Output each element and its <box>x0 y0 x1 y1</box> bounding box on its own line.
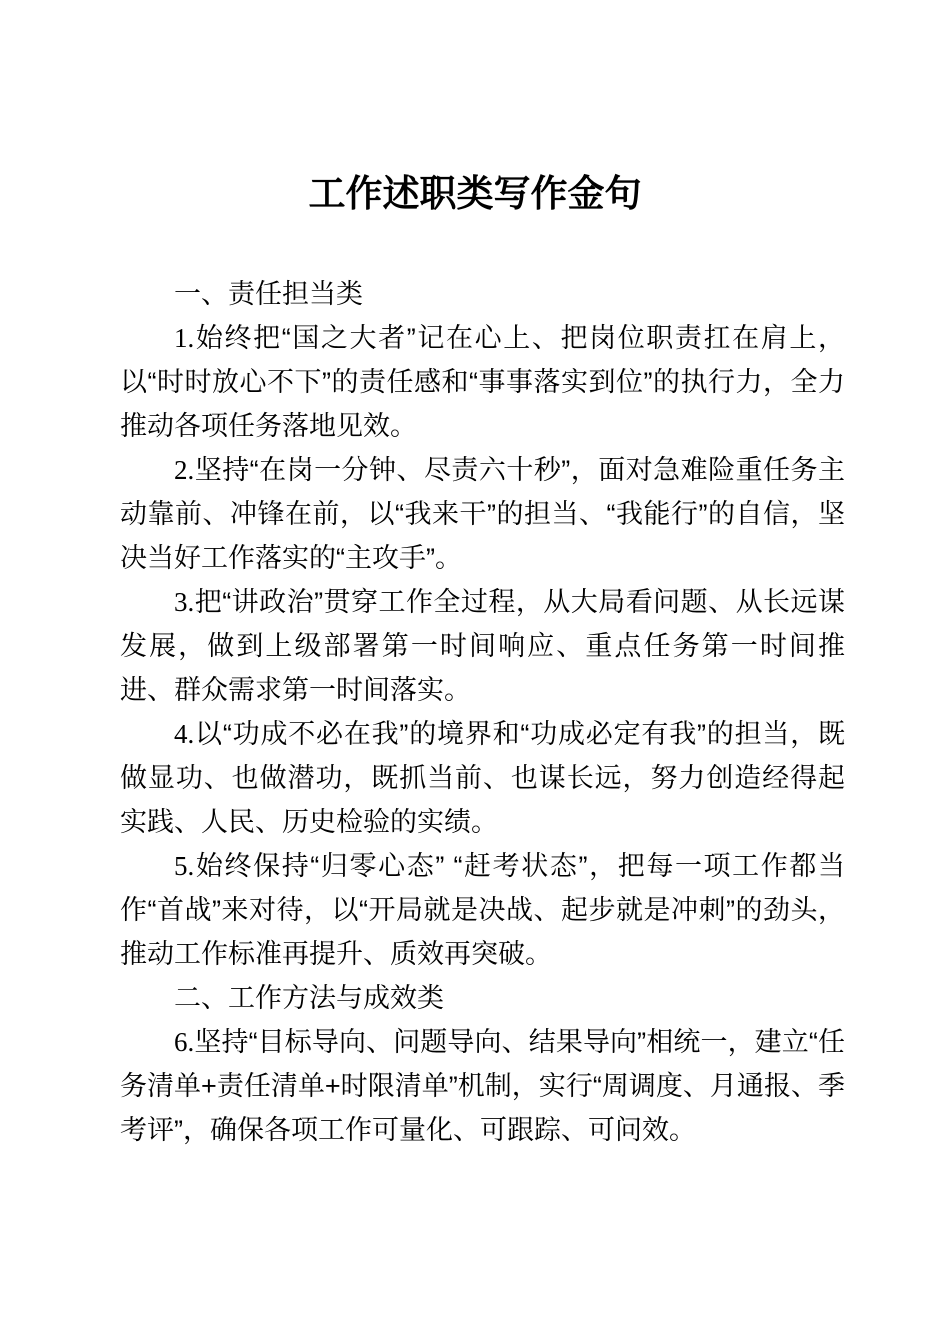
item-1-number: 1. <box>174 323 195 353</box>
item-2-text: 坚持“在岗一分钟、尽责六十秒”，面对急难险重任务主动靠前、冲锋在前，以“我来干”的担当、“我能行”的自信，坚决当好工作落实的“主攻手”。 <box>120 455 845 573</box>
item-3-number: 3. <box>174 587 195 617</box>
paragraph-item-6 <box>120 1020 845 1152</box>
paragraph-item-3 <box>120 580 845 712</box>
item-1-text: 始终把“国之大者”记在心上、把岗位职责扛在肩上，以“时时放心不下”的责任感和“事事落实到位”的执行力，全力推动各项任务落地见效。 <box>120 323 845 441</box>
item-2-number: 2. <box>174 455 195 485</box>
document-body <box>120 272 845 1152</box>
section-heading-responsibility: 一、责任担当类 <box>174 279 363 309</box>
item-6-text: 坚持“目标导向、问题导向、结果导向”相统一，建立“任务清单+责任清单+时限清单”机制，实行“周调度、月通报、季考评”，确保各项工作可量化、可跟踪、可问效。 <box>120 1027 845 1145</box>
document-title: 工作述职类写作金句 <box>308 173 642 214</box>
paragraph-item-4 <box>120 712 845 844</box>
item-4-text: 以“功成不必在我”的境界和“功成必定有我”的担当，既做显功、也做潜功，既抓当前、也谋长远，努力创造经得起实践、人民、历史检验的实绩。 <box>120 719 845 837</box>
item-6-number: 6. <box>174 1027 195 1057</box>
item-4-number: 4. <box>174 719 195 749</box>
item-3-text: 把“讲政治”贯穿工作全过程，从大局看问题、从长远谋发展，做到上级部署第一时间响应、重点任务第一时间推进、群众需求第一时间落实。 <box>120 587 845 705</box>
paragraph-item-1 <box>120 316 845 448</box>
item-5-number: 5. <box>174 851 195 881</box>
paragraph-item-2 <box>120 448 845 580</box>
section-heading-methods: 二、工作方法与成效类 <box>174 983 444 1013</box>
item-5-text: 始终保持“归零心态” “赶考状态”，把每一项工作都当作“首战”来对待，以“开局就是决战、起步就是冲刺”的劲头，推动工作标准再提升、质效再突破。 <box>120 851 845 969</box>
paragraph-item-5 <box>120 844 845 976</box>
